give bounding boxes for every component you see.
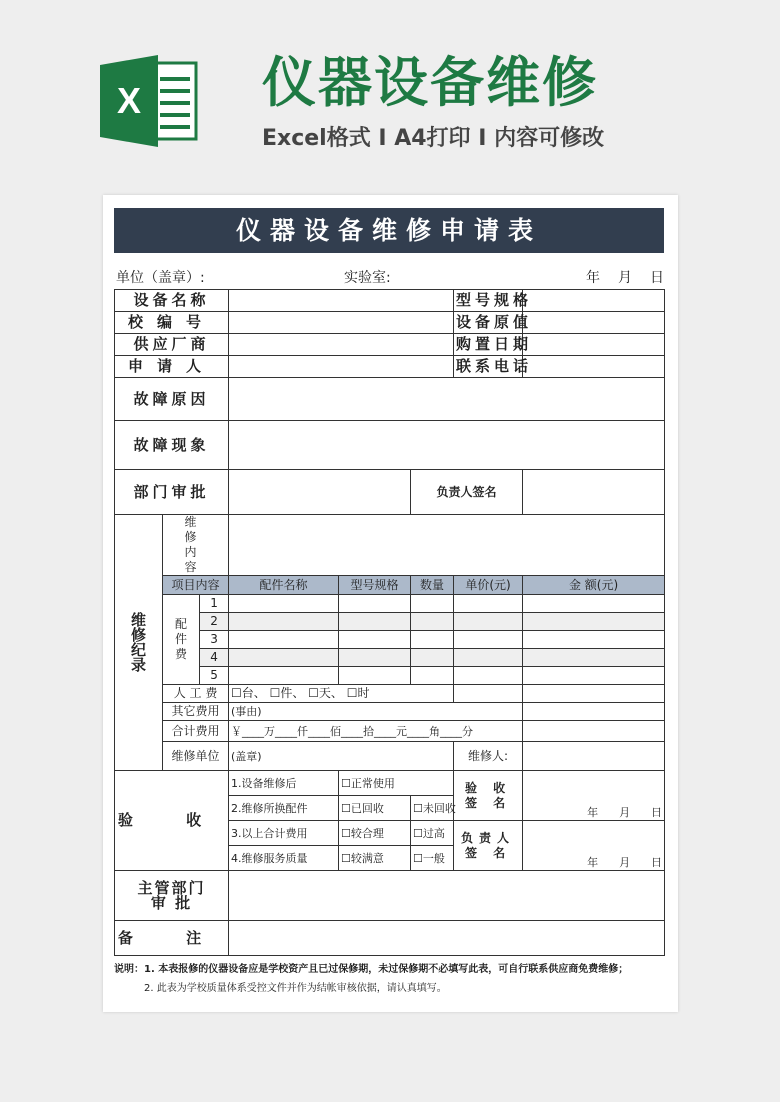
dept-approval-label: 部门审批: [115, 470, 229, 515]
fault-reason-label: 故障原因: [115, 378, 229, 421]
part-row: [115, 595, 665, 613]
part-qty-cell[interactable]: [411, 631, 454, 649]
other-fee-amount[interactable]: [523, 703, 665, 721]
repair-content-field[interactable]: [229, 515, 665, 576]
accept-row: [115, 771, 665, 796]
part-name-cell[interactable]: [229, 649, 339, 667]
accept-question: 1.设备维修后: [229, 771, 339, 796]
labor-units-options[interactable]: ☐台、 ☐件、 ☐天、 ☐时: [229, 685, 454, 703]
school-no-label: 校编号: [115, 312, 229, 334]
part-amount-cell[interactable]: [523, 613, 665, 631]
applicant-field[interactable]: [229, 356, 454, 378]
model-spec-label: 型号规格: [454, 290, 523, 312]
repair-unit-seal[interactable]: (盖章): [229, 742, 454, 771]
model-spec-field[interactable]: [523, 290, 665, 312]
part-amount-cell[interactable]: [523, 595, 665, 613]
parts-header-row: [115, 576, 665, 595]
total-fee-amount[interactable]: [523, 721, 665, 742]
form-row: [115, 290, 665, 312]
part-row-number: 2: [200, 613, 229, 631]
note-1: 说明：1. 本表报修的仪器设备应是学校资产且已过保修期，未过保修期不必填写此表，可自行联系供应商免费维修；: [114, 964, 629, 975]
form-row: [115, 421, 665, 470]
form-row: [115, 470, 665, 515]
other-fee-reason[interactable]: (事由): [229, 703, 523, 721]
labor-price-cell[interactable]: [454, 685, 523, 703]
accept-option[interactable]: ☐一般: [411, 846, 454, 871]
part-price-cell[interactable]: [454, 631, 523, 649]
col-header-qty: 数量: [411, 576, 454, 595]
repair-record-label: 维修纪录: [115, 515, 163, 771]
part-model-cell[interactable]: [339, 613, 411, 631]
month-label: 月: [618, 270, 632, 286]
supervisor-approval-field[interactable]: [229, 871, 665, 921]
note-2: 2. 此表为学校质量体系受控文件并作为结帐审核依据，请认真填写。: [144, 983, 447, 994]
phone-field[interactable]: [523, 356, 665, 378]
labor-fee-label: 人 工 费: [163, 685, 229, 703]
labor-fee-row: [115, 685, 665, 703]
col-header-unit-price: 单价(元): [454, 576, 523, 595]
col-header-model: 型号规格: [339, 576, 411, 595]
remarks-label: 备 注: [115, 921, 229, 956]
part-price-cell[interactable]: [454, 667, 523, 685]
accept-option[interactable]: ☐未回收: [411, 796, 454, 821]
part-name-cell[interactable]: [229, 631, 339, 649]
labor-amount-cell[interactable]: [523, 685, 665, 703]
part-model-cell[interactable]: [339, 649, 411, 667]
year-label: 年: [586, 270, 600, 286]
part-row-number: 4: [200, 649, 229, 667]
accept-sign-label: 验 收 签 名: [454, 771, 523, 821]
col-header-item: 项目内容: [163, 576, 229, 595]
form-row: [115, 378, 665, 421]
form-title: 仪器设备维修申请表: [114, 208, 664, 253]
repairer-label: 维修人:: [454, 742, 523, 771]
total-fee-row: [115, 721, 665, 742]
form-row: [115, 515, 665, 576]
remarks-field[interactable]: [229, 921, 665, 956]
part-price-cell[interactable]: [454, 595, 523, 613]
unit-label: 单位（盖章）:: [116, 270, 205, 286]
part-amount-cell[interactable]: [523, 649, 665, 667]
accept-question: 2.维修所换配件: [229, 796, 339, 821]
other-fee-label: 其它费用: [163, 703, 229, 721]
part-qty-cell[interactable]: [411, 667, 454, 685]
fault-phenomenon-label: 故障现象: [115, 421, 229, 470]
part-price-cell[interactable]: [454, 649, 523, 667]
fault-phenomenon-field[interactable]: [229, 421, 665, 470]
accept-option[interactable]: ☐正常使用: [339, 771, 454, 796]
part-amount-cell[interactable]: [523, 631, 665, 649]
supervisor-approval-label: 主管部门 审 批: [115, 871, 229, 921]
part-row-number: 3: [200, 631, 229, 649]
accept-option[interactable]: ☐较合理: [339, 821, 411, 846]
repairer-field[interactable]: [523, 742, 665, 771]
form-row: [115, 871, 665, 921]
leader-sign-date[interactable]: 年 月 日: [523, 821, 665, 871]
dept-approval-field[interactable]: [229, 470, 411, 515]
lab-label: 实验室:: [344, 270, 391, 286]
part-qty-cell[interactable]: [411, 613, 454, 631]
parts-fee-label: 配件费: [163, 595, 200, 685]
page-title: 仪器设备维修: [262, 51, 598, 114]
part-name-cell[interactable]: [229, 595, 339, 613]
part-name-cell[interactable]: [229, 613, 339, 631]
part-model-cell[interactable]: [339, 667, 411, 685]
supplier-field[interactable]: [229, 334, 454, 356]
total-fee-words[interactable]: ￥____万____仟____佰____拾____元____角____分: [229, 721, 523, 742]
excel-icon: [100, 55, 198, 147]
device-name-label: 设备名称: [115, 290, 229, 312]
part-price-cell[interactable]: [454, 613, 523, 631]
form-row: [115, 921, 665, 956]
acceptance-label: 验 收: [115, 771, 229, 871]
orig-value-field[interactable]: [523, 312, 665, 334]
part-qty-cell[interactable]: [411, 595, 454, 613]
purchase-date-label: 购置日期: [454, 334, 523, 356]
leader-sign-field[interactable]: [523, 470, 665, 515]
other-fee-row: [115, 703, 665, 721]
repair-unit-label: 维修单位: [163, 742, 229, 771]
device-name-field[interactable]: [229, 290, 454, 312]
accept-option[interactable]: ☐较满意: [339, 846, 411, 871]
applicant-label: 申请人: [115, 356, 229, 378]
form-row: [115, 312, 665, 334]
form-row: [115, 356, 665, 378]
page-subtitle: Excel格式 I A4打印 I 内容可修改: [262, 126, 605, 151]
leader-sign-label: 负责人签名: [411, 470, 523, 515]
form-row: [115, 334, 665, 356]
phone-label: 联系电话: [454, 356, 523, 378]
accept-option[interactable]: ☐已回收: [339, 796, 411, 821]
repair-content-label: 维修内容: [163, 515, 229, 576]
accept-option[interactable]: ☐过高: [411, 821, 454, 846]
col-header-amount: 金 额(元): [523, 576, 665, 595]
supplier-label: 供应厂商: [115, 334, 229, 356]
form-notes: [114, 960, 664, 998]
part-name-cell[interactable]: [229, 667, 339, 685]
accept-question: 3.以上合计费用: [229, 821, 339, 846]
logo-letter: X: [116, 80, 142, 121]
school-no-field[interactable]: [229, 312, 454, 334]
purchase-date-field[interactable]: [523, 334, 665, 356]
col-header-part-name: 配件名称: [229, 576, 339, 595]
repair-form-table: [114, 289, 665, 956]
fault-reason-field[interactable]: [229, 378, 665, 421]
day-label: 日: [650, 270, 664, 286]
accept-sign-date[interactable]: 年 月 日: [523, 771, 665, 821]
orig-value-label: 设备原值: [454, 312, 523, 334]
leader-sign-label: 负责人 签 名: [454, 821, 523, 871]
form-sheet: [103, 195, 678, 1012]
repair-unit-row: [115, 742, 665, 771]
total-fee-label: 合计费用: [163, 721, 229, 742]
part-qty-cell[interactable]: [411, 649, 454, 667]
part-model-cell[interactable]: [339, 595, 411, 613]
accept-question: 4.维修服务质量: [229, 846, 339, 871]
part-row-number: 5: [200, 667, 229, 685]
part-model-cell[interactable]: [339, 631, 411, 649]
part-amount-cell[interactable]: [523, 667, 665, 685]
part-row-number: 1: [200, 595, 229, 613]
form-meta-row: [114, 268, 664, 288]
